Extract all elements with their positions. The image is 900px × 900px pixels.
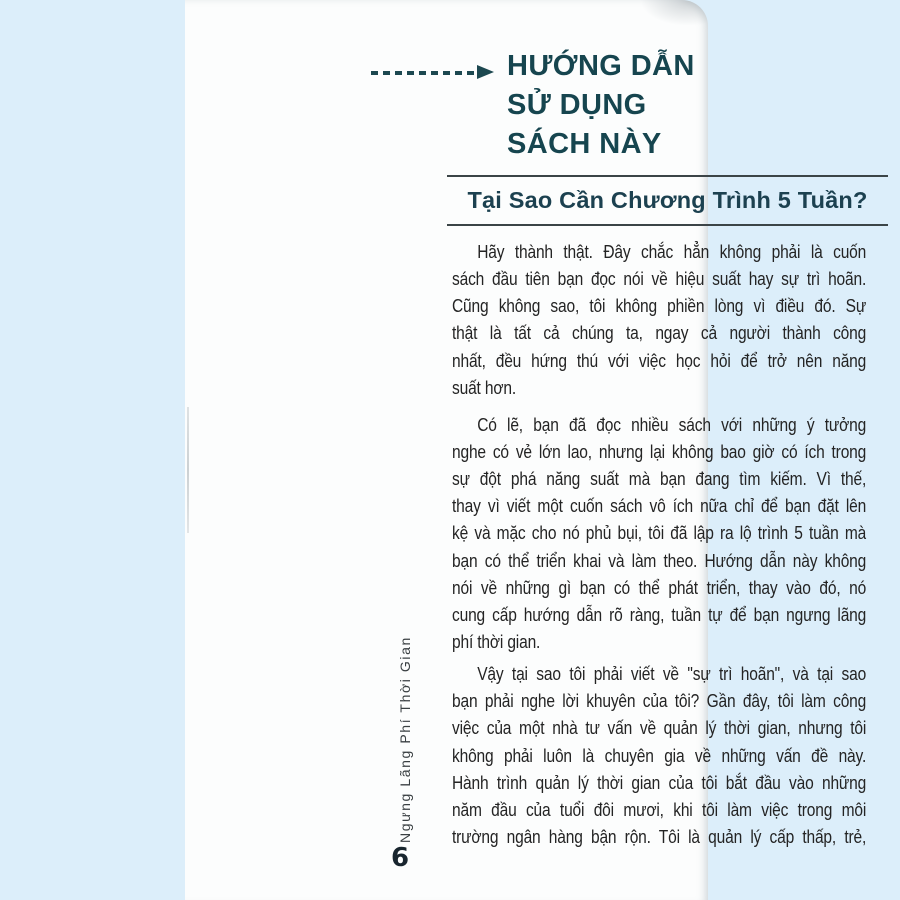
book-page (185, 0, 868, 900)
section-heading-box (447, 175, 888, 226)
text-line: Hãy thành thật. Đây chắc hẳn không phải là cuốn (477, 241, 867, 262)
chapter-title-line-2: SÁCH NÀY (507, 128, 662, 160)
paragraph-1 (452, 238, 900, 401)
arrow-head (477, 65, 494, 79)
arrow-dashes (371, 71, 479, 75)
text-line: kệ và mặc cho nó phủ bụi, tôi đã lập ra lộ trình 5 tuần mà (452, 522, 867, 544)
section-heading: Tại Sao Cần Chương Trình 5 Tuần? (467, 187, 868, 213)
text-line: Cũng không sao, tôi không phiền lòng vì điều đó. Sự (452, 295, 867, 317)
text-line: sách đầu tiên bạn đọc nói về hiệu suất hay sự trì hoãn. (452, 268, 867, 290)
text-line: bạn có thể triển khai và làm theo. Hướng dẫn này không (452, 549, 867, 571)
text-line: thay vì viết một cuốn sách vô ích nữa chỉ để bạn đặt lên (452, 495, 867, 517)
text-line: suất hơn. (452, 376, 516, 398)
text-line: phí thời gian. (452, 630, 541, 652)
text-line: việc của một nhà tư vấn về quản lý thời gian, nhưng tôi (452, 717, 867, 739)
page-number: 6 (391, 843, 410, 873)
text-line: bạn phải nghe lời khuyên của tôi? Gần đây, tôi làm công (452, 690, 867, 712)
text-line: sự đột phá năng suất mà bạn đang tìm kiếm. Vì thế, (452, 468, 867, 490)
text-line: nhất, đều hứng thú với việc học hỏi để trở nên năng (452, 349, 867, 371)
paragraph-2 (452, 411, 900, 655)
text-line: thật là tất cả chúng ta, ngay cả người thành công (452, 322, 867, 344)
text-line: Vậy tại sao tôi phải viết về "sự trì hoãn", và tại sao (477, 663, 867, 685)
scan-artifact-line (187, 407, 189, 533)
scan-corner-smudge (640, 0, 708, 26)
text-line: Có lẽ, bạn đã đọc nhiều sách với những ý tưởng (477, 413, 867, 435)
paragraph-3 (452, 660, 900, 850)
text-line: không phải luôn là chuyên gia về những vấn đề này. (452, 744, 867, 766)
dashed-arrow-icon (371, 65, 503, 80)
text-line: nói về những gì bạn có thể phát triển, thay vào đó, nó (452, 576, 867, 598)
text-line: năm đầu của tuổi đôi mươi, khi tôi làm việc trong môi (452, 798, 867, 820)
body-text (452, 238, 900, 860)
book-title-vertical: Ngưng Lãng Phí Thời Gian (397, 636, 413, 843)
text-line: nghe có vẻ lớn lao, nhưng lại không bao giờ có ích trong (452, 440, 867, 462)
text-line: cung cấp hướng dẫn rõ ràng, tuần tự để bạn ngưng lãng (452, 603, 867, 625)
chapter-title-line-1: HƯỚNG DẪN SỬ DỤNG (507, 50, 695, 121)
chapter-title (507, 47, 708, 164)
text-line: trường ngân hàng bận rộn. Tôi là quản lý cấp thấp, trẻ, (452, 825, 867, 847)
text-line: Hành trình quản lý thời gian của tôi bắt đầu vào những (452, 771, 867, 793)
